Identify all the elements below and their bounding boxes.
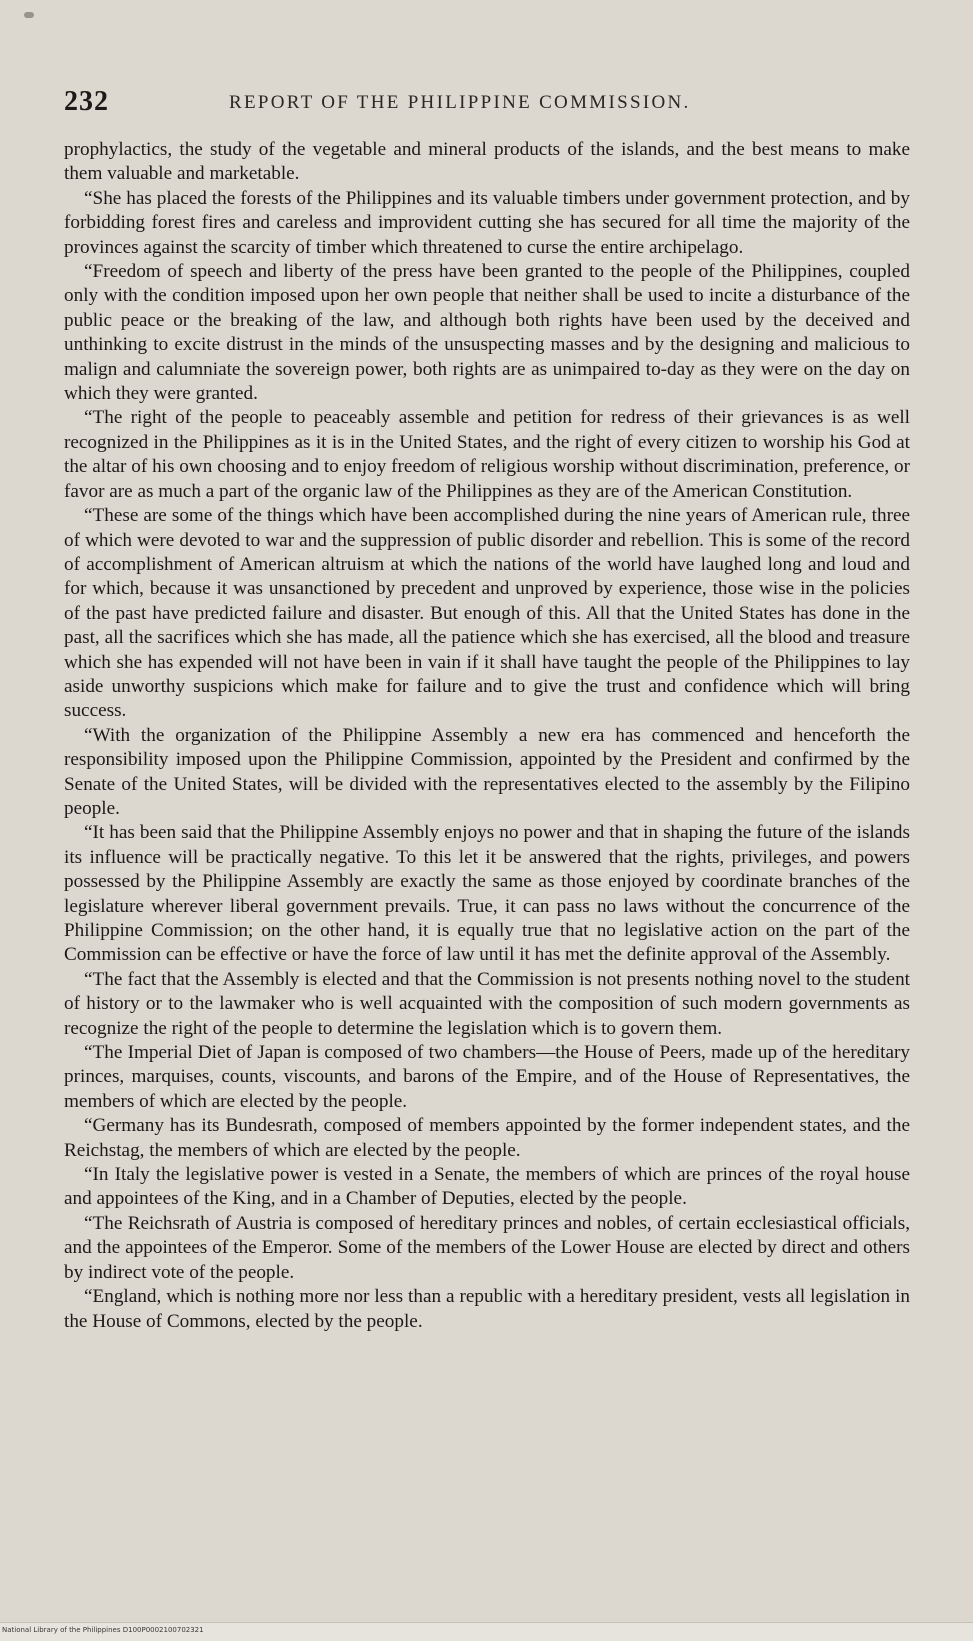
paragraph: “It has been said that the Philippine Assembly enjoys no power and that in shaping the future of the islands its influence will be practically negative. To this let it be answered that the rights, privileges, and powers possessed by the Philippine Assembly are exactly the same as those enjoyed by coordinate branches of the legislature wherever liberal government prevails. True, it can pass no laws without the concurrence of the Philippine Commission; on the other hand, it is equally true that no legislative action on the part of the Commission can be effective or have the force of law until it has met the definite approval of the Assembly. bbox=[64, 822, 910, 966]
body-text bbox=[64, 138, 910, 1334]
paragraph: “England, which is nothing more nor less than a republic with a hereditary president, vests all legislation in the House of Commons, elected by the people. bbox=[64, 1286, 910, 1332]
paragraph: “The Imperial Diet of Japan is composed of two chambers—the House of Peers, made up of the hereditary princes, marquises, counts, viscounts, and barons of the Empire, and of the House of Representatives, the members of which are elected by the people. bbox=[64, 1042, 910, 1112]
paragraph: “She has placed the forests of the Philippines and its valuable timbers under government protection, and by forbidding forest fires and careless and improvident cutting she has secured for all time the majority of the provinces against the scarcity of timber which threatened to curse the entire archipelago. bbox=[64, 187, 910, 258]
scan-speck bbox=[24, 12, 34, 18]
page-number: 232 bbox=[64, 86, 109, 117]
paragraph: “With the organization of the Philippine Assembly a new era has commenced and henceforth the responsibility imposed upon the Philippine Commission, appointed by the President and confirmed by the Senate of the United States, will be divided with the representatives elected to the assembly by the Filipino people. bbox=[64, 724, 910, 819]
paragraph: “The right of the people to peaceably assemble and petition for redress of their grievances is as well recognized in the Philippines as it is in the United States, and the right of every citizen to worship his God at the altar of his own choosing and to enjoy freedom of religious worship without discrimination, preference, or favor are as much a part of the organic law of the Philippines as they are of the American Constitution. bbox=[64, 407, 910, 502]
paragraph: “The Reichsrath of Austria is composed of hereditary princes and nobles, of certain ecclesiastical officials, and the appointees of the Emperor. Some of the members of the Lower House are elected by direct and others by indirect vote of the people. bbox=[64, 1212, 910, 1283]
running-title: REPORT OF THE PHILIPPINE COMMISSION. bbox=[229, 92, 691, 113]
footer-bar bbox=[0, 1622, 973, 1641]
paragraph: “These are some of the things which have been accomplished during the nine years of American rule, three of which were devoted to war and the suppression of public disorder and rebellion. This is some of the record of accomplishment of American altruism at which the nations of the world have laughed long and loud and for which, because it was unsanctioned by precedent and unproved by experience, those wise in the policies of the past have predicted failure and disaster. But enough of this. All that the United States has done in the past, all the sacrifices which she has made, all the patience which she has exercised, all the blood and treasure which she has expended will not have been in vain if it shall have taught the people of the Philippines to lay aside unworthy suspicions which make for failure and to give the trust and confidence which will bring success. bbox=[64, 505, 910, 722]
page-header bbox=[64, 86, 910, 126]
footer-credit: National Library of the Philippines D100P0002100702321 bbox=[2, 1626, 204, 1634]
paragraph: “Germany has its Bundesrath, composed of members appointed by the former independent states, and the Reichstag, the members of which are elected by the people. bbox=[64, 1115, 910, 1161]
paragraph: prophylactics, the study of the vegetable and mineral products of the islands, and the best means to make them valuable and marketable. bbox=[64, 139, 910, 185]
paragraph: “In Italy the legislative power is vested in a Senate, the members of which are princes of the royal house and appointees of the King, and in a Chamber of Deputies, elected by the people. bbox=[64, 1164, 910, 1210]
paragraph: “Freedom of speech and liberty of the press have been granted to the people of the Philippines, coupled only with the condition imposed upon her own people that neither shall be used to incite a disturbance of the public peace or the breaking of the law, and although both rights have been used by the deceived and unthinking to excite distrust in the minds of the unsuspecting masses and by the designing and malicious to malign and calumniate the sovereign power, both rights are as unimpaired to-day as they were on the day on which they were granted. bbox=[64, 261, 910, 405]
paragraph: “The fact that the Assembly is elected and that the Commission is not presents nothing novel to the student of history or to the lawmaker who is well acquainted with the composition of such modern governments as recognize the right of the people to determine the legislation which is to govern them. bbox=[64, 968, 910, 1039]
